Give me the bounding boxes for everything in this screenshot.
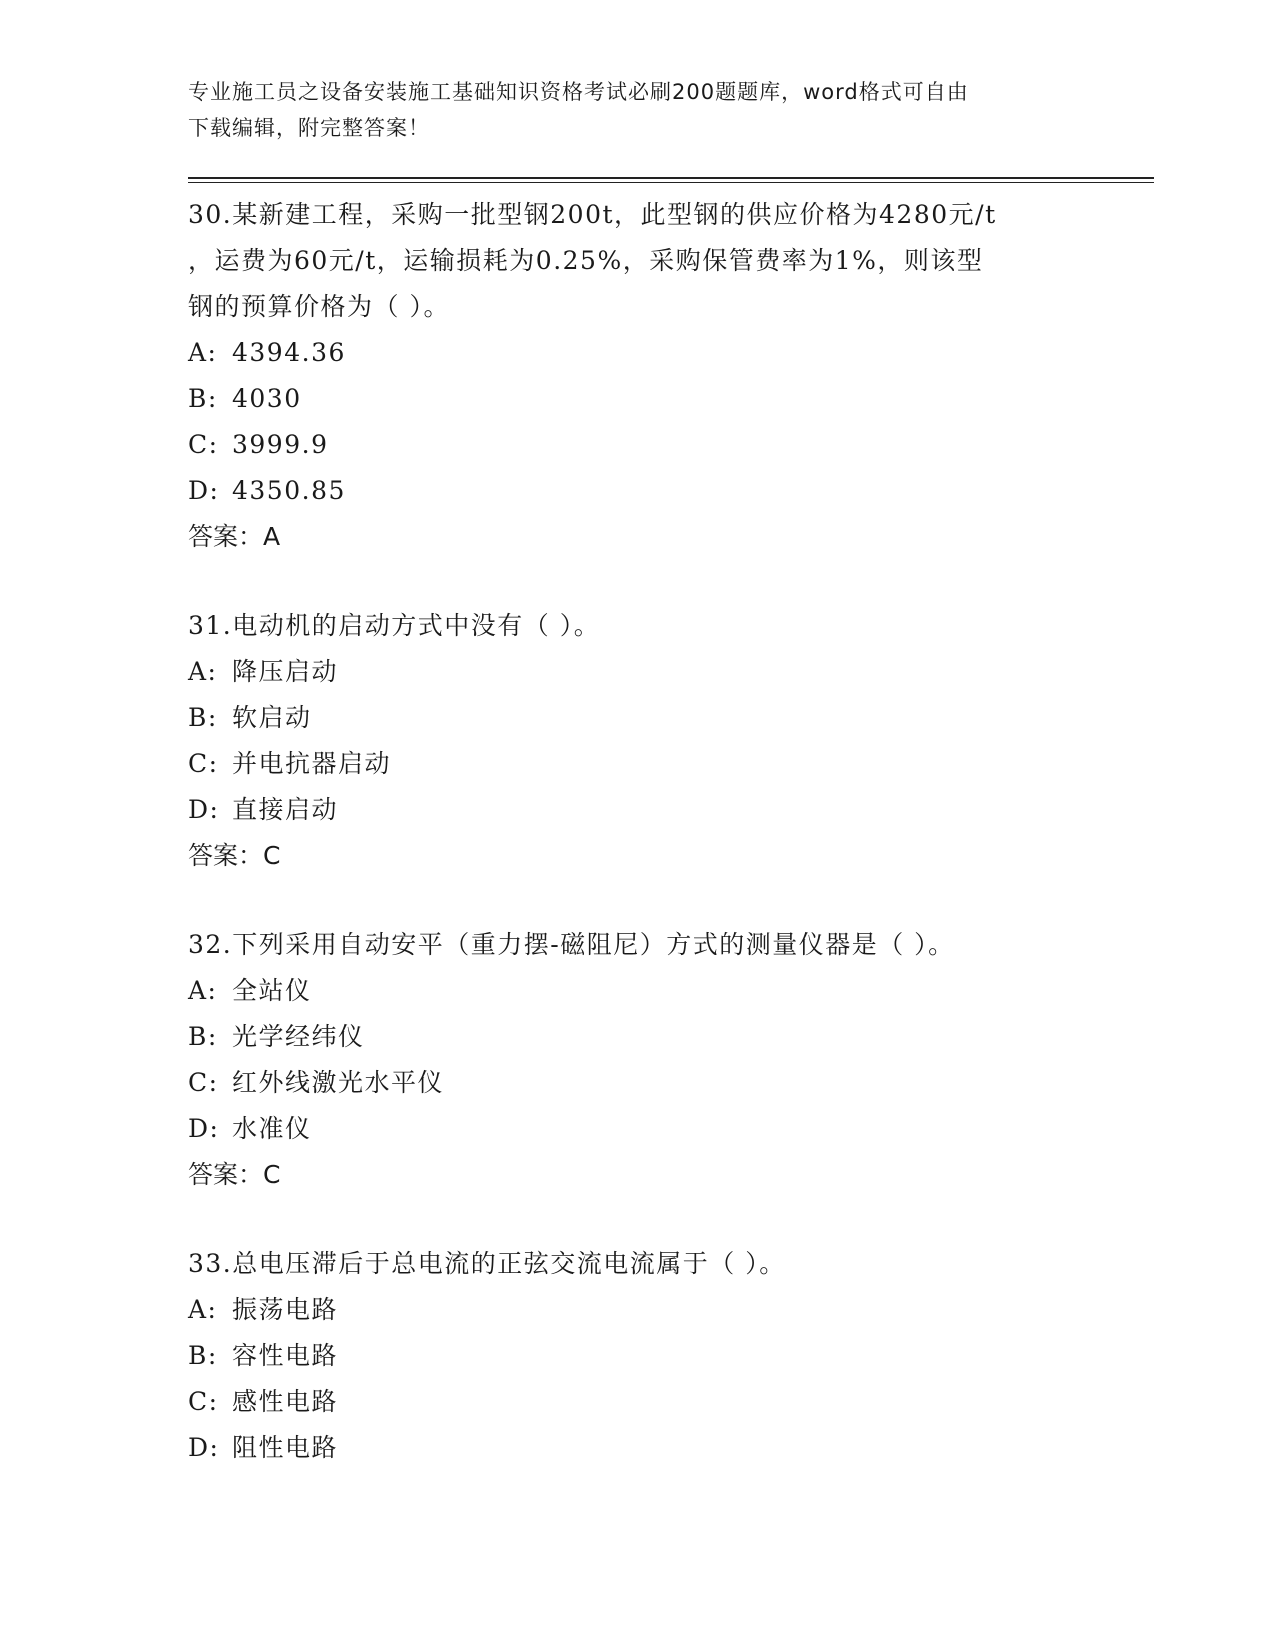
question-stem-line: 33.总电压滞后于总电流的正弦交流电流属于（ ）。	[188, 1249, 786, 1278]
question-30	[188, 192, 1088, 560]
option-text: 4030	[232, 384, 302, 413]
option-b	[188, 1333, 1088, 1379]
option-b	[188, 1014, 1088, 1060]
option-letter: C:	[188, 430, 219, 459]
question-31	[188, 603, 1088, 879]
option-text: 3999.9	[232, 430, 329, 459]
option-c	[188, 741, 1088, 787]
header-divider	[188, 177, 1154, 179]
option-a	[188, 968, 1088, 1014]
option-letter: C:	[188, 749, 219, 778]
option-text: 软启动	[232, 703, 312, 732]
option-c	[188, 1379, 1088, 1425]
question-stem-line: 钢的预算价格为（ ）。	[188, 292, 450, 321]
question-stem-line: 30.某新建工程，采购一批型钢200t，此型钢的供应价格为4280元/t	[188, 200, 997, 229]
option-letter: A:	[188, 338, 218, 367]
question-stem	[188, 603, 1088, 649]
header-divider-thin	[188, 182, 1154, 183]
option-letter: D:	[188, 1114, 220, 1143]
option-d	[188, 787, 1088, 833]
question-list	[188, 192, 1088, 1514]
option-text: 降压启动	[232, 657, 339, 686]
option-letter: B:	[188, 703, 218, 732]
option-text: 红外线激光水平仪	[232, 1068, 445, 1097]
option-text: 阻性电路	[232, 1433, 339, 1462]
question-stem-line: 32.下列采用自动安平（重力摆-磁阻尼）方式的测量仪器是（ ）。	[188, 930, 955, 959]
option-text: 并电抗器启动	[232, 749, 392, 778]
question-stem-line: 31.电动机的启动方式中没有（ ）。	[188, 611, 601, 640]
answer-key: 答案：C	[188, 841, 281, 870]
option-letter: A:	[188, 657, 218, 686]
header-line: 专业施工员之设备安装施工基础知识资格考试必刷200题题库，word格式可自由	[188, 80, 969, 104]
option-letter: D:	[188, 795, 220, 824]
option-b	[188, 376, 1088, 422]
option-letter: B:	[188, 1022, 218, 1051]
answer-key: 答案：C	[188, 1160, 281, 1189]
option-text: 全站仪	[232, 976, 312, 1005]
option-text: 容性电路	[232, 1341, 339, 1370]
question-33	[188, 1241, 1088, 1471]
option-letter: D:	[188, 1433, 220, 1462]
option-letter: B:	[188, 1341, 218, 1370]
document-header	[188, 74, 1068, 146]
option-b	[188, 695, 1088, 741]
question-stem	[188, 1241, 1088, 1287]
option-letter: B:	[188, 384, 218, 413]
option-a	[188, 330, 1088, 376]
option-a	[188, 649, 1088, 695]
question-stem-line: ，运费为60元/t，运输损耗为0.25%，采购保管费率为1%，则该型	[188, 246, 984, 275]
option-c	[188, 1060, 1088, 1106]
option-text: 振荡电路	[232, 1295, 339, 1324]
option-d	[188, 468, 1088, 514]
option-text: 4394.36	[232, 338, 346, 367]
option-text: 4350.85	[232, 476, 346, 505]
option-d	[188, 1106, 1088, 1152]
option-letter: A:	[188, 976, 218, 1005]
option-letter: C:	[188, 1068, 219, 1097]
option-letter: C:	[188, 1387, 219, 1416]
option-text: 感性电路	[232, 1387, 339, 1416]
answer-key: 答案：A	[188, 522, 281, 551]
option-text: 水准仪	[232, 1114, 312, 1143]
question-stem	[188, 922, 1088, 968]
option-letter: D:	[188, 476, 220, 505]
option-text: 光学经纬仪	[232, 1022, 365, 1051]
question-32	[188, 922, 1088, 1198]
option-a	[188, 1287, 1088, 1333]
question-stem	[188, 192, 1088, 330]
option-d	[188, 1425, 1088, 1471]
header-line: 下载编辑，附完整答案！	[188, 116, 430, 140]
option-text: 直接启动	[232, 795, 339, 824]
option-c	[188, 422, 1088, 468]
option-letter: A:	[188, 1295, 218, 1324]
